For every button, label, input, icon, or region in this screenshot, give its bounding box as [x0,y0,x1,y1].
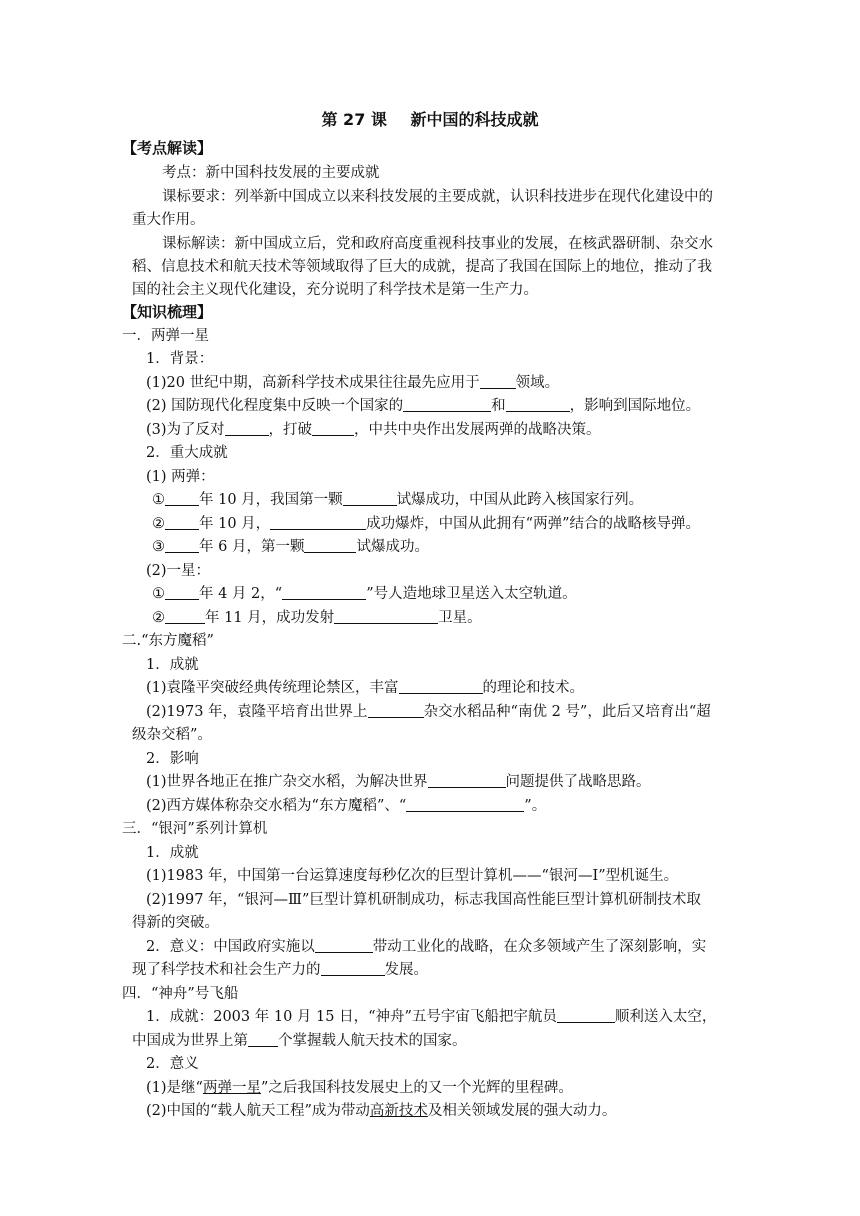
s2-i2-line: (2)西方媒体称杂交水稻为“东方魔稻”、“ ”。 [146,798,547,814]
fill-blank[interactable] [270,515,366,530]
s1-title: 一．两弹一星 [122,328,209,344]
s3-achievements: 1．成就 [146,845,199,861]
s1-achievements: 2．重大成就 [146,445,228,461]
s4-a1-line: 1．成就：2003 年 10 月 15 日，“神舟”五号宇宙飞船把宇航员 顺利送入太空， [146,1009,717,1025]
fill-blank[interactable] [315,938,373,953]
s2-a1-line: (1)袁隆平突破经典传统理论禁区，丰富 的理论和技术。 [146,680,585,696]
s3-a1-line: (1)1983 年，中国第一台运算速度每秒亿次的巨型计算机——“银河—Ⅰ”型机诞生。 [146,868,679,884]
s1-background: 1．背景： [146,351,214,367]
s2-achievements: 1．成就 [146,657,199,673]
s2-a2-line2: 级杂交稻”。 [132,727,212,743]
fill-blank[interactable] [334,609,438,624]
fill-blank[interactable] [304,538,356,553]
s3-title: 三．“银河”系列计算机 [122,821,268,837]
s1-d1-line: ① 年 4 月 2，“ ”号人造地球卫星送入太空轨道。 [152,586,577,602]
s1-c2-line: ② 年 10 月， 成功爆炸，中国从此拥有“两弹”结合的战略核导弹。 [152,516,700,532]
lesson-number: 第 27 课 [321,110,387,129]
underlined-term: 两弹一星 [202,1080,261,1096]
s1-d2-line: ② 年 11 月，成功发射 卫星。 [152,610,482,626]
fill-blank[interactable] [282,585,366,600]
kaodian-int-line3: 国的社会主义现代化建设，充分说明了科学技术是第一生产力。 [132,282,538,298]
s4-title: 四．“神舟”号飞船 [122,986,239,1002]
s4-m2-line: (2)中国的“载人航天工程”成为带动高新技术及相关领域发展的强大动力。 [146,1103,617,1119]
section-heading-zhishi: 【知识梳理】 [122,303,213,321]
fill-blank[interactable] [165,515,199,530]
s4-m1-line: (1)是继“两弹一星”之后我国科技发展史上的又一个光辉的里程碑。 [146,1080,573,1096]
fill-blank[interactable] [321,961,385,976]
fill-blank[interactable] [406,797,524,812]
lesson-title [0,107,860,130]
s1-one-star: (2)一星： [146,563,211,579]
fill-blank[interactable] [165,585,199,600]
fill-blank[interactable] [506,397,570,412]
fill-blank[interactable] [368,703,424,718]
s2-a2-line: (2)1973 年，袁隆平培育出世界上 杂交水稻品种“南优 2 号”，此后又培育出“超 [146,704,711,720]
s1-b3-line: (3)为了反对 ，打破 ，中共中央作出发展两弹的战略决策。 [146,422,601,438]
s1-c3-line: ③ 年 6 月，第一颗 试爆成功。 [152,539,429,555]
s1-two-bombs: (1) 两弹： [146,469,215,485]
fill-blank[interactable] [312,421,354,436]
s1-b2-line: (2) 国防现代化程度集中反映一个国家的 和 ，影响到国际地位。 [146,398,701,414]
s3-a2-line: (2)1997 年，“银河—Ⅲ”巨型计算机研制成功，标志我国高性能巨型计算机研制技术取 [146,892,701,908]
kaodian-point: 考点：新中国科技发展的主要成就 [162,165,380,181]
fill-blank[interactable] [557,1008,615,1023]
lesson-name: 新中国的科技成就 [410,110,539,129]
s2-influence: 2．影响 [146,751,199,767]
s2-i1-line: (1)世界各地正在推广杂交水稻，为解决世界 问题提供了战略思路。 [146,774,651,790]
kaodian-req-line1: 课标要求：列举新中国成立以来科技发展的主要成就，认识科技进步在现代化建设中的 [162,189,713,205]
underlined-term: 高新技术 [369,1103,428,1119]
s3-m2-line: 现了科学技术和社会生产力的 发展。 [132,962,428,978]
s3-a2-line2: 得新的突破。 [132,915,219,931]
fill-blank[interactable] [428,773,506,788]
fill-blank[interactable] [403,397,491,412]
s4-significance: 2．意义 [146,1056,199,1072]
s3-m1-line: 2．意义：中国政府实施以 带动工业化的战略，在众多领域产生了深刻影响，实 [146,939,707,955]
kaodian-int-line2: 稻、信息技术和航天技术等领域取得了巨大的成就，提高了我国在国际上的地位，推动了我 [132,259,712,275]
fill-blank[interactable] [165,538,199,553]
fill-blank[interactable] [225,421,269,436]
s4-a2-line: 中国成为世界上第 个掌握载人航天技术的国家。 [132,1033,467,1049]
s2-title: 二.“东方魔稻” [122,633,214,649]
kaodian-req-line2: 重大作用。 [132,212,205,228]
fill-blank[interactable] [480,374,516,389]
fill-blank[interactable] [165,609,205,624]
s1-b1-line: (1)20 世纪中期，高新科学技术成果往往最先应用于 领域。 [146,375,560,391]
fill-blank[interactable] [165,491,199,506]
fill-blank[interactable] [248,1032,278,1047]
fill-blank[interactable] [343,491,397,506]
fill-blank[interactable] [399,679,483,694]
s1-c1-line: ① 年 10 月，我国第一颗 试爆成功，中国从此跨入核国家行列。 [152,492,644,508]
kaodian-int-line1: 课标解读：新中国成立后，党和政府高度重视科技事业的发展，在核武器研制、杂交水 [162,236,713,252]
section-heading-kaodian: 【考点解读】 [122,139,213,157]
